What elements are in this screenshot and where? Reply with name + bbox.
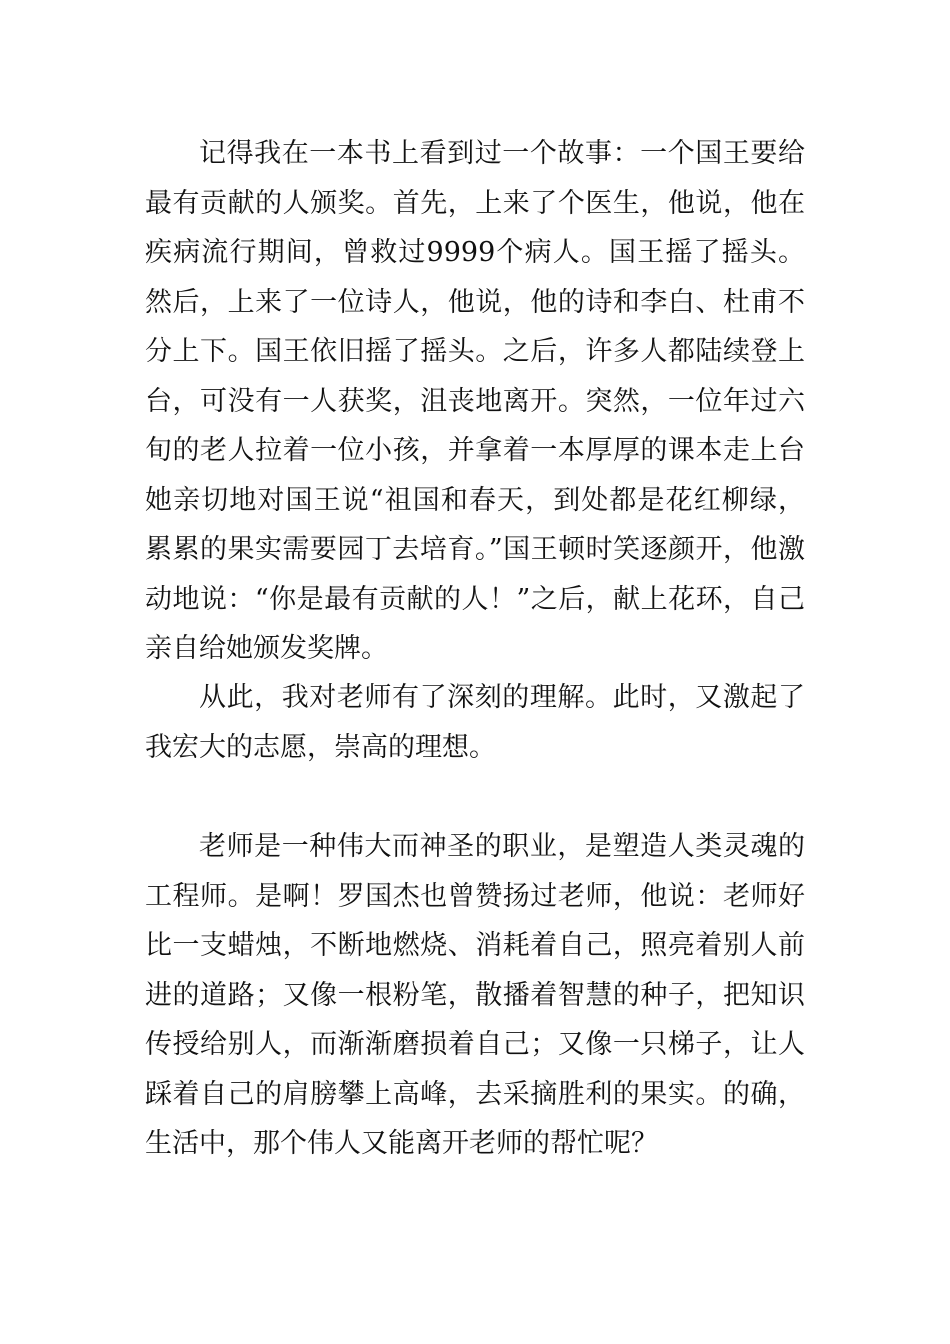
paragraph-understanding: 从此，我对老师有了深刻的理解。此时，又激起了我宏大的志愿，崇高的理想。 — [145, 682, 805, 763]
paragraph-story: 记得我在一本书上看到过一个故事：一个国王要给最有贡献的人颁奖。首先，上来了个医生，他说，他在疾病流行期间，曾救过9999个病人。国王摇了摇头。然后，上来了一位诗人，他说，他的诗和李白、杜甫不分上下。国王依旧摇了摇头。之后，许多人都陆续登上台，可没有一人获奖，沮丧地离开。突然，一位年过六旬的老人拉着一位小孩，并拿着一本厚厚的课本走上台她亲切地对国王说“祖国和春天，到处都是花红柳绿，累累的果实需要园丁去培育。”国王顿时笑逐颜开，他激动地说：“你是最有贡献的人！”之后，献上花环，自己亲自给她颁发奖牌。 — [145, 138, 805, 664]
paragraph-teacher-praise: 老师是一种伟大而神圣的职业，是塑造人类灵魂的工程师。是啊！罗国杰也曾赞扬过老师，他说：老师好比一支蜡烛，不断地燃烧、消耗着自己，照亮着别人前进的道路；又像一根粉笔，散播着智慧的种子，把知识传授给别人，而渐渐磨损着自己；又像一只梯子，让人踩着自己的肩膀攀上高峰，去采摘胜利的果实。的确，生活中，那个伟人又能离开老师的帮忙呢？ — [145, 831, 805, 1159]
